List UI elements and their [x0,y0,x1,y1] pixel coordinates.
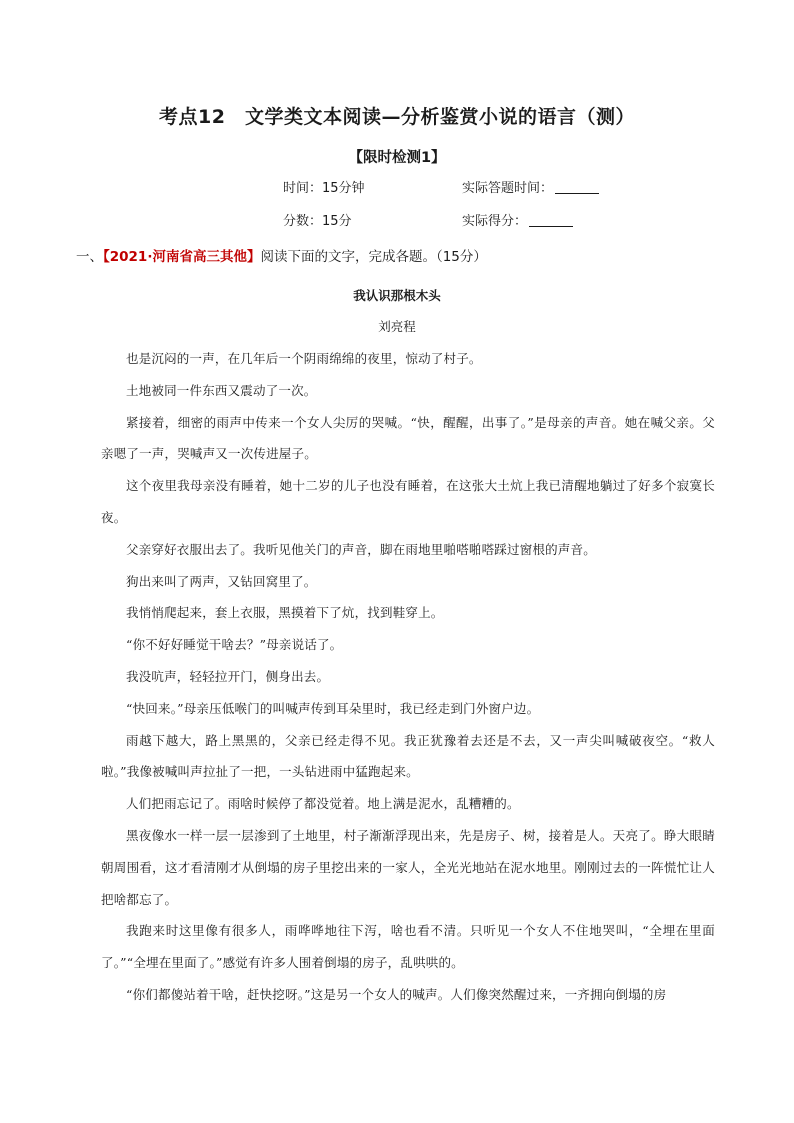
question-instruction: 阅读下面的文字，完成各题。（15分） [260,249,487,265]
paragraph: 父亲穿好衣服出去了。我听见他关门的声音，脚在雨地里啪嗒啪嗒踩过窗根的声音。 [126,541,596,557]
story-author: 刘亮程 [378,319,416,334]
actual-score-blank [529,226,573,227]
story-body [101,343,715,1011]
paragraph: 我没吭声，轻轻拉开门，侧身出去。 [126,668,330,684]
actual-score-label: 实际得分： [462,214,528,229]
question-heading [76,245,487,265]
question-number: 一、 [76,249,103,265]
paragraph: 土地被同一件东西又震动了一次。 [126,382,317,398]
time-limit [283,177,365,196]
time-limit-label: 时间：15分钟 [283,181,365,196]
paragraph: 人们把雨忘记了。雨啥时候停了都没觉着。地上满是泥水，乱糟糟的。 [126,796,520,812]
page-title: 考点12 文学类文本阅读—分析鉴赏小说的语言（测） [159,106,635,128]
paragraph: 黑夜像水一样一层一层渗到了土地里，村子渐渐浮现出来，先是房子、树，接着是人。天亮了。睁大眼睛朝周围看，这才看清刚才从倒塌的房子里挖出来的一家人，全光光地站在泥水地里。刚刚过去的一阵慌忙让人把啥都忘了。 [101,827,715,907]
score-total-label: 分数：15分 [283,214,352,229]
paragraph: 我跑来时这里像有很多人，雨哗哗地往下泻，啥也看不清。只听见一个女人不住地哭叫，“全埋在里面了。”“全埋在里面了。”感觉有许多人围着倒塌的房子，乱哄哄的。 [101,923,715,971]
paragraph: 我悄悄爬起来，套上衣服，黑摸着下了炕，找到鞋穿上。 [126,605,444,621]
paragraph: 雨越下越大，路上黑黑的，父亲已经走得不见。我正犹豫着去还是不去，又一声尖叫喊破夜空。“救人啦。”我像被喊叫声拉扯了一把，一头钻进雨中猛跑起来。 [101,732,715,780]
actual-time [462,177,599,196]
score-total [283,210,352,229]
paragraph: “你们都傻站着干啥，赶快挖呀。”这是另一个女人的喊声。人们像突然醒过来，一齐拥向倒塌的房 [126,986,667,1002]
paragraph: “快回来。”母亲压低喉门的叫喊声传到耳朵里时，我已经走到门外窗户边。 [126,700,540,716]
paragraph: 紧接着，细密的雨声中传来一个女人尖厉的哭喊。“快，醒醒，出事了。”是母亲的声音。她在喊父亲。父亲嗯了一声，哭喊声又一次传进屋子。 [101,414,715,462]
actual-time-label: 实际答题时间： [462,181,554,196]
question-source: 【2021·河南省高三其他】 [103,249,261,265]
paragraph: 这个夜里我母亲没有睡着，她十二岁的儿子也没有睡着，在这张大土炕上我已清醒地躺过了好多个寂寞长夜。 [101,478,715,525]
actual-score [462,210,573,229]
actual-time-blank [555,193,599,194]
paragraph: 也是沉闷的一声，在几年后一个阴雨绵绵的夜里，惊动了村子。 [126,351,482,366]
story-title: 我认识那根木头 [353,288,441,303]
paragraph: “你不好好睡觉干啥去？”母亲说话了。 [126,637,343,653]
page-subtitle: 【限时检测1】 [348,150,446,166]
paragraph: 狗出来叫了两声，又钻回窝里了。 [126,573,317,589]
